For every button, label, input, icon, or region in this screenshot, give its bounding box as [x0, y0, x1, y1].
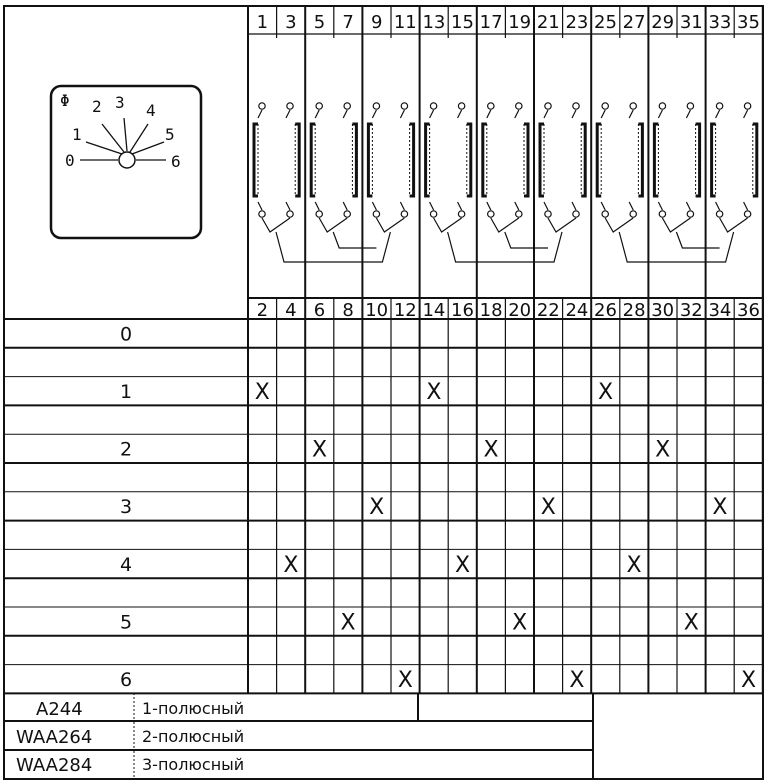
- position-label-0: 0: [119, 323, 133, 346]
- terminal-bottom-10: 10: [365, 300, 389, 321]
- terminal-top-5: 5: [313, 12, 326, 33]
- terminal-top-7: 7: [342, 12, 354, 33]
- contact-mark-pos6-col18: X: [740, 668, 757, 693]
- contact-mark-pos2-col3: X: [311, 437, 328, 463]
- contact-mark-pos1-col1: X: [254, 380, 270, 405]
- terminal-top-13: 13: [422, 12, 446, 33]
- terminal-top-25: 25: [594, 12, 617, 33]
- terminal-top-35: 35: [737, 12, 760, 33]
- position-label-3: 3: [119, 496, 133, 519]
- dial-knob: [119, 152, 135, 168]
- terminal-top-27: 27: [622, 12, 646, 33]
- terminal-bottom-36: 36: [737, 300, 760, 321]
- terminal-bottom-16: 16: [451, 300, 474, 321]
- terminal-numbers-top: [257, 12, 760, 33]
- terminal-top-31: 31: [679, 12, 703, 33]
- terminal-bottom-18: 18: [479, 300, 503, 321]
- contact-mark-pos3-col11: X: [540, 495, 556, 521]
- contact-mark-pos3-col5: X: [369, 495, 385, 521]
- variant-desc-1: 1-полюсный: [142, 699, 245, 718]
- terminal-top-3: 3: [285, 12, 297, 33]
- contact-mark-pos4-col2: X: [283, 552, 299, 578]
- contact-mark-pos1-col7: X: [426, 380, 442, 405]
- contact-mark-pos6-col12: X: [569, 668, 585, 693]
- terminal-bottom-30: 30: [651, 300, 675, 321]
- terminal-top-1: 1: [256, 12, 269, 33]
- terminal-bottom-22: 22: [536, 300, 560, 321]
- position-label-1: 1: [119, 381, 133, 403]
- terminal-bottom-2: 2: [256, 300, 269, 321]
- contact-mark-pos6-col6: X: [397, 668, 413, 693]
- contact-mark-pos3-col17: X: [712, 495, 728, 521]
- dial-label-4: 4: [146, 101, 156, 120]
- dial-label-6: 6: [171, 152, 181, 171]
- terminal-bottom-28: 28: [622, 300, 646, 321]
- terminal-top-33: 33: [708, 12, 732, 33]
- position-label-5: 5: [119, 611, 133, 634]
- contact-schematic: [254, 103, 757, 262]
- terminal-bottom-8: 8: [342, 300, 354, 321]
- terminal-top-21: 21: [536, 12, 560, 33]
- position-label-6: 6: [119, 669, 133, 691]
- position-label-2: 2: [119, 438, 133, 461]
- variant-model-3: WAA284: [16, 755, 93, 776]
- terminal-bottom-34: 34: [708, 300, 732, 321]
- contact-mark-pos5-col10: X: [512, 610, 528, 636]
- dial-label-3: 3: [115, 93, 125, 112]
- contact-mark-pos5-col16: X: [683, 610, 699, 636]
- terminal-bottom-26: 26: [594, 300, 617, 321]
- terminal-top-15: 15: [451, 12, 474, 33]
- terminal-bottom-4: 4: [285, 300, 297, 321]
- contact-mark-pos1-col13: X: [597, 380, 614, 405]
- position-label-4: 4: [119, 553, 133, 576]
- terminal-bottom-14: 14: [422, 300, 446, 321]
- variant-desc-3: 3-полюсный: [142, 755, 245, 774]
- terminal-top-17: 17: [479, 12, 503, 33]
- dial-label-0: 0: [65, 151, 75, 170]
- variant-model-2: WAA264: [16, 727, 93, 748]
- contact-mark-pos2-col9: X: [483, 437, 499, 463]
- terminal-bottom-6: 6: [313, 300, 326, 321]
- dial-label-2: 2: [92, 97, 102, 116]
- terminal-top-19: 19: [508, 12, 532, 33]
- terminal-bottom-20: 20: [508, 300, 532, 321]
- variant-model-1: A244: [36, 699, 83, 720]
- terminal-top-11: 11: [393, 12, 417, 33]
- dial-label-1: 1: [72, 125, 82, 144]
- dial-panel: [51, 86, 201, 238]
- terminal-top-9: 9: [370, 12, 383, 33]
- variants-legend: [16, 693, 244, 777]
- terminal-top-29: 29: [651, 12, 675, 33]
- contact-mark-pos4-col14: X: [626, 552, 642, 578]
- variant-desc-2: 2-полюсный: [142, 727, 245, 746]
- terminal-bottom-12: 12: [393, 300, 417, 321]
- contact-mark-pos5-col4: X: [340, 610, 356, 636]
- terminal-bottom-32: 32: [679, 300, 703, 321]
- terminal-bottom-24: 24: [565, 300, 589, 321]
- contact-mark-pos2-col15: X: [655, 437, 671, 463]
- dial-symbol: Φ: [60, 91, 70, 110]
- terminal-top-23: 23: [565, 12, 589, 33]
- contact-mark-pos4-col8: X: [454, 552, 471, 578]
- terminal-numbers-bottom: [257, 300, 760, 321]
- dial-label-5: 5: [165, 125, 175, 144]
